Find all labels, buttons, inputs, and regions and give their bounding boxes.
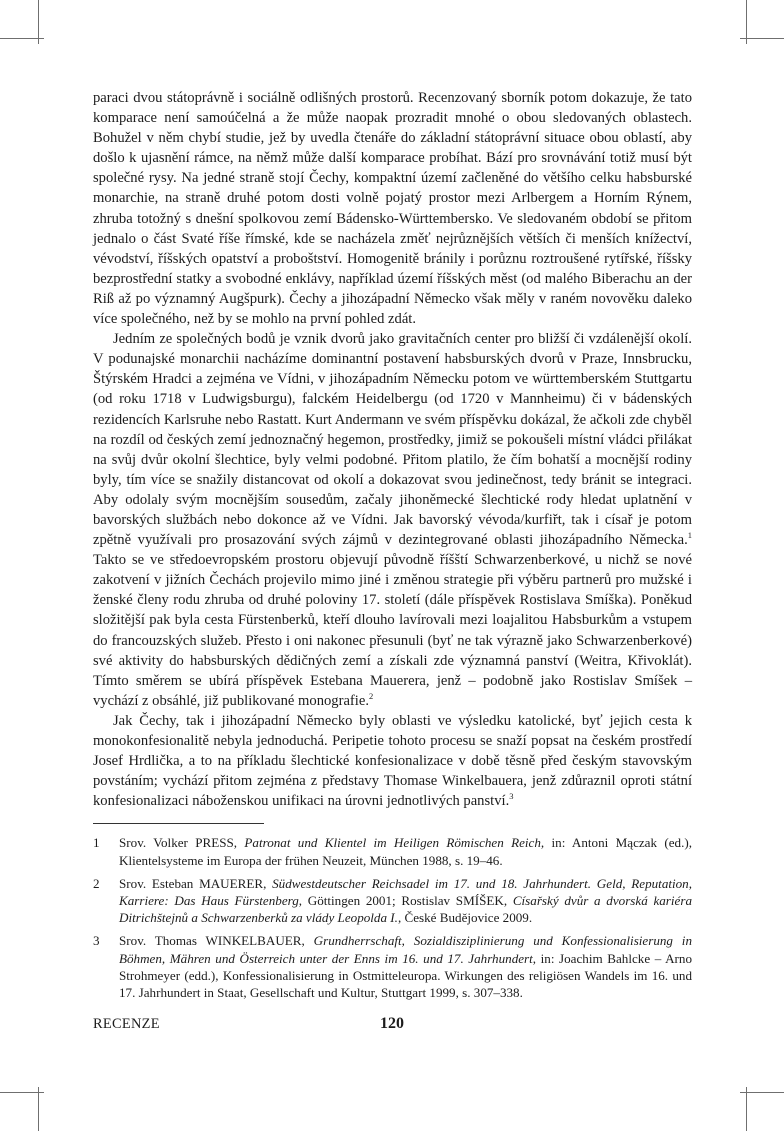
body-paragraph: paraci dvou státoprávně i sociálně odlišných prostorů. Recenzovaný sborník potom dokazuje, že tato komparace není samoúčelná a že může naopak prozradit mnohé o obou sledovaných oblastech. Bohužel v něm chybí studie, jež by uvedla čtenáře do základní státoprávní situace obou oblastí, aby došlo k ujasnění rámce, na němž může další komparace probíhat. Bází pro srovnávání totiž musí být společné rysy. Na jedné straně stojí Čechy, kompaktní území začleněné do většího celku habsburské monarchie, na straně druhé potom dosti volně pojatý prostor mezi Arlbergem a Horním Rýnem, zhruba totožný s dnešní spolkovou zemí Bádensko-Württembersko. Ve sledovaném období se přitom jednalo o část Svaté říše římské, kde se nacházela změť nejrůznějších větších či menších knížectví, vévodství, říšských opatství a proboštství. Homogenitě bránily i porůznu roztroušené rytířské, říšsky bezprostřední statky a svobodné enklávy, například území říšských měst (od malého Biberachu an der Riß až po významný Augšpurk). Čechy a jihozápadní Německo však měly v raném novověku daleko více společného, než by se mohlo na první pohled zdát. (93, 90, 692, 328)
footnote-text: Srov. Esteban MAUERER, Südwestdeutscher Reichsadel im 17. und 18. Jahrhundert. Geld, Reputation, Karriere: Das Haus Fürstenberg, Göttingen 2001; Rostislav SMÍŠEK, Císařský dvůr a dvorská kariéra Ditrichštejnů a Schwarzenberků za vlády Leopolda I., České Budějovice 2009. (119, 875, 693, 926)
footnote-number: 1 (93, 835, 100, 851)
crop-mark (0, 1092, 44, 1093)
footnote-reference[interactable]: 1 (687, 530, 692, 541)
footnote-number: 3 (93, 933, 100, 949)
footnote-text: Srov. Volker PRESS, Patronat und Klientel im Heiligen Römischen Reich, in: Antoni Mączak (ed.), Klientelsysteme im Europa der frühen Neuzeit, München 1988, s. 19–46. (119, 835, 692, 868)
crop-mark (0, 38, 44, 39)
section-label: RECENZE (93, 1016, 160, 1032)
footnote (93, 834, 692, 868)
footnote-separator (93, 823, 264, 824)
footnote-text: Srov. Thomas WINKELBAUER, Grundherrschaft, Sozialdisziplinierung und Konfessionalisierung in Böhmen, Mähren und Österreich unter der Enns im 16. und 17. Jahrhundert, in: Joachim Bahlcke – Arno Strohmeyer (edd.), Konfessionalisierung in Ostmitteleuropa. Wirkungen des religiösen Wandels im 16. und 17. Jahrhundert in Staat, Gesellschaft und Kultur, Stuttgart 1999, s. 307–338. (119, 933, 692, 1000)
body-paragraph: Jedním ze společných bodů je vznik dvorů jako gravitačních center pro bližší či vzdálenější okolí. V podunajské monarchii nacházíme dominantní postavení habsburských dvorů v Praze, Innsbrucku, Štýrském Hradci a zejména ve Vídni, v jihozápadním Německu potom ve württemberském Stuttgartu (od roku 1718 v Ludwigsburgu), falckém Heidelbergu (od 1720 v Mannheimu) či v bádenských rezidencích Karlsruhe nebo Rastatt. Kurt Andermann ve svém příspěvku dokázal, že ačkoli zde chyběl na rozdíl od českých zemí jednoznačný hegemon, prostředky, jimiž se pokoušeli místní vládci přilákat na svůj dvůr okolní šlechtice, byly velmi podobné. Přitom platilo, že čím bohatší a mocnější rodiny byly, tím více se snažily distancovat od okolí a dokazovat svou jedinečnost, tedy bránit se integraci. Aby odolaly svým mocnějším sousedům, začaly jihoněmecké šlechtické rody hledat uplatnění v bavorských službách nebo dokonce až ve Vídni. Jak bavorský vévoda/kurfiřt, tak i císař je potom zpětně využívali pro prosazování svých zájmů v dezintegrované oblasti jihozápadního Německa.$^1$ Takto se ve středoevropském prostoru objevují původně říšští Schwarzenberkové, u nichž se nové zakotvení v jižních Čechách projevilo mimo jiné i změnou strategie při výběru partnerů pro mužské i ženské členy rodu zhruba od druhé poloviny 17. století (dále příspěvek Rostislava Smíška). Poněkud složitější pak byla cesta Fürstenberků, kteří dlouho lavírovali mezi loajalitou Habsburkům a vstupem do francouzských služeb. Přesto i oni nakonec přesunuli (byť ne tak výrazně jako Schwarzenberkové) své aktivity do habsburských dědičných zemí a získali zde významná panství (Weitra, Křivoklát). Tímto směrem se ubírá příspěvek Estebana Mauerera, jenž – podobně jako Rostislav Smíšek – vychází z obsáhlé, již publikované monografie.$^2$ (93, 331, 692, 709)
footnote (93, 875, 692, 927)
body-paragraph: Jak Čechy, tak i jihozápadní Německo byly oblasti ve výsledku katolické, byť jejich cesta k monokonfesionalitě nebyla jednoduchá. Peripetie tohoto procesu se snaží popsat na českém prostředí Josef Hrdlička, a to na příkladu šlechtické konfesionalizace v době těsně před českým stavovským povstáním; vychází přitom zejména z představy Thomase Winkelbauera, jenž zdůraznil oproti státní konfesionalizaci náboženskou unifikaci na úrovni jednotlivých panství.$^3$ (93, 712, 692, 810)
footnote (93, 932, 692, 1001)
footnote-reference[interactable]: 3 (509, 791, 514, 802)
crop-mark (746, 1087, 747, 1131)
crop-mark (740, 38, 784, 39)
crop-mark (740, 1092, 784, 1093)
footnotes (93, 834, 692, 1001)
page-number: 120 (380, 1015, 404, 1032)
crop-mark (38, 1087, 39, 1131)
footnote-reference[interactable]: 2 (368, 690, 374, 701)
page-content (93, 88, 692, 1007)
footnote-number: 2 (93, 875, 100, 891)
